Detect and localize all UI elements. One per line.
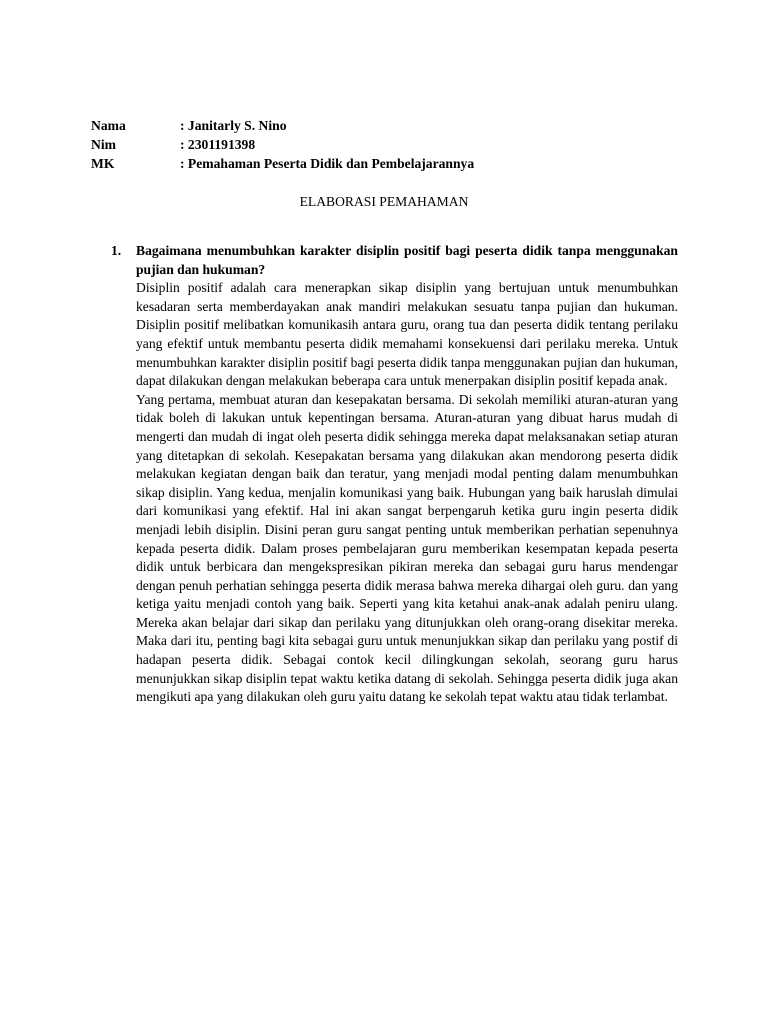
header-row-mk xyxy=(91,154,691,173)
question-text: Bagaimana menumbuhkan karakter disiplin positif bagi peserta didik tanpa menggunakan pujian dan hukuman? xyxy=(136,243,678,277)
answer-paragraph: Disiplin positif adalah cara menerapkan sikap disiplin yang bertujuan untuk menumbuhkan kesadaran serta memberdayakan anak mandiri melakukan sesuatu tanpa pujian dan hukuman. Disiplin positif melibatkan komunikasih antara guru, orang tua dan peserta didik tentang perilaku yang efektif untuk membantu peserta didik memahami konsekuensi dari perilaku mereka. Untuk menumbuhkan karakter disiplin positif bagi peserta didik tanpa menggunakan pujian dan hukuman, dapat dilakukan dengan melakukan beberapa cara untuk menerpakan disiplin positif kepada anak. xyxy=(136,280,678,389)
header-row-nim xyxy=(91,135,691,154)
header-value: : Janitarly S. Nino xyxy=(180,118,287,133)
question-number: 1. xyxy=(111,243,122,258)
answer-paragraph: Yang pertama, membuat aturan dan kesepakatan bersama. Di sekolah memiliki aturan-aturan yang tidak boleh di lakukan untuk kepentingan bersama. Aturan-aturan yang dibuat harus mudah di mengerti dan mudah di ingat oleh peserta didik sehingga mereka dapat melaksanakan setiap aturan yang ditetapkan di sekolah. Kesepakatan bersama yang dilakukan akan mendorong peserta didik melakukan kegiatan dengan baik dan teratur, yang menjadi modal penting dalam menumbuhkan sikap disiplin. Yang kedua, menjalin komunikasi yang baik. Hubungan yang baik haruslah dimulai dari komunikasi yang efektif. Hal ini akan sangat berpengaruh ketika guru ingin peserta didik menjadi lebih disiplin. Disini peran guru sangat penting untuk memberikan perhatian sepenuhnya kepada peserta didik. Dalam proses pembelajaran guru memberikan kesempatan kepada peserta didik untuk berbicara dan mengekspresikan pikiran mereka dan sebagai guru harus mendengar dengan penuh perhatian sehingga peserta didik merasa bahwa mereka dihargai oleh guru. dan yang ketiga yaitu menjadi contoh yang baik. Seperti yang kita ketahui anak-anak adalah peniru ulang. Mereka akan belajar dari sikap dan perilaku yang ditunjukkan oleh orang-orang disekitar mereka. Maka dari itu, penting bagi kita sebagai guru untuk menunjukkan sikap dan perilaku yang postif di hadapan peserta didik. Sebagai contok kecil dilingkungan sekolah, seorang guru harus menunjukkan sikap disiplin tepat waktu ketika datang di sekolah. Sehingga peserta didik juga akan mengikuti apa yang dilakukan oleh guru yaitu datang ke sekolah tepat waktu atau tidak terlambat. xyxy=(136,391,678,705)
header-value: : Pemahaman Peserta Didik dan Pembelajarannya xyxy=(180,156,475,171)
header-value: : 2301191398 xyxy=(180,137,256,152)
student-info-header xyxy=(91,116,691,173)
question-content xyxy=(136,242,678,707)
document-title: ELABORASI PEMAHAMAN xyxy=(299,194,469,209)
header-label: MK xyxy=(91,156,115,171)
question-item xyxy=(111,242,678,707)
header-row-nama xyxy=(91,116,691,135)
header-label: Nama xyxy=(91,118,126,133)
header-label: Nim xyxy=(91,137,116,152)
